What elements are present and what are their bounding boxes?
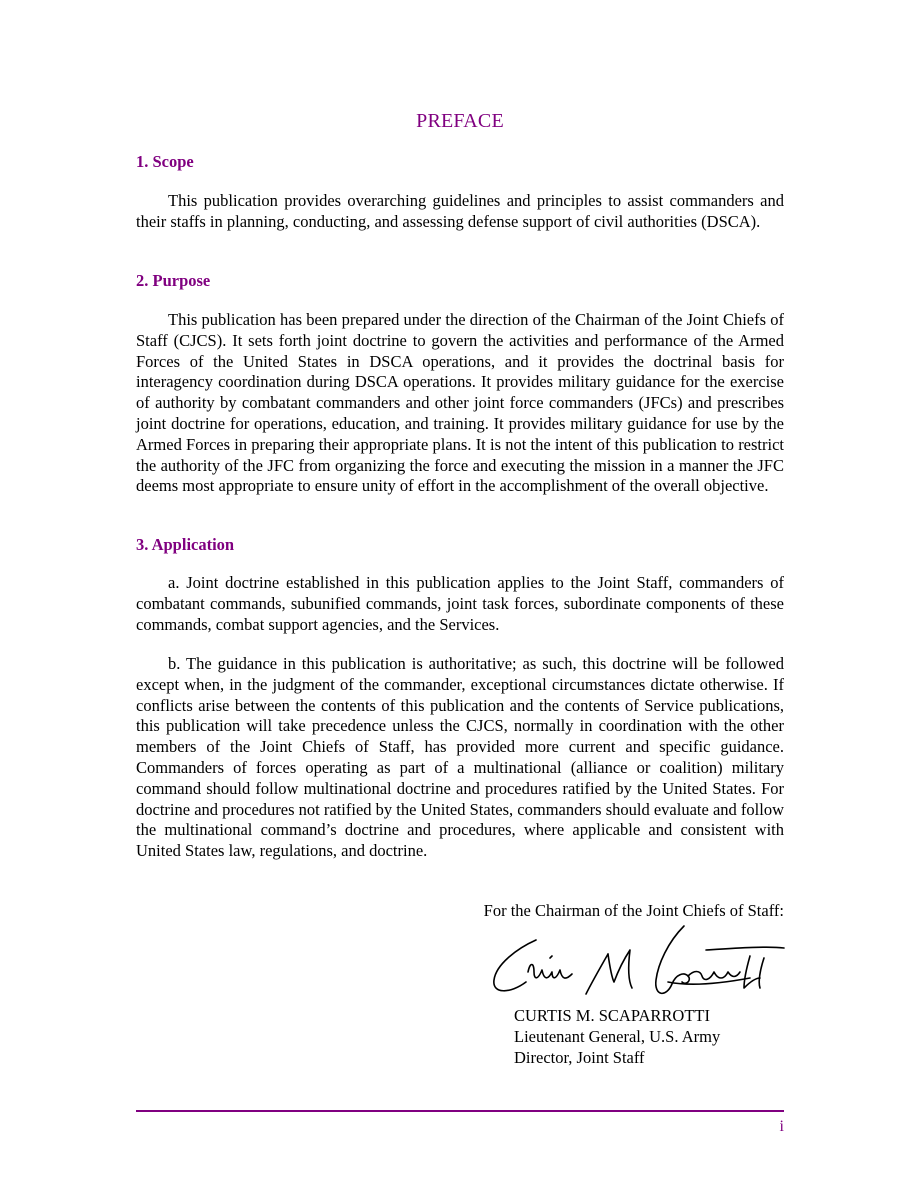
purpose-paragraph: This publication has been prepared under the direction of the Chairman of the Joint Chiefs of Staff (CJCS). It sets forth joint doctrine to govern the activities and performance of the Armed Forces of the United States in DSCA operations, and it provides the doctrinal basis for interagency coordination during DSCA operations. It provides military guidance for the exercise of authority by combatant commanders and other joint force commanders (JFCs) and prescribes joint doctrine for operations, education, and training. It provides military guidance for use by the Armed Forces in preparing their appropriate plans. It is not the intent of this publication to restrict the authority of the JFC from organizing the force and executing the mission in a manner the JFC deems most appropriate to ensure unity of effort in the accomplishment of the overall objective. [136,310,784,496]
section-heading-application: 3. Application [136,535,235,554]
application-paragraph-b: b. The guidance in this publication is authoritative; as such, this doctrine will be followed except when, in the judgment of the commander, exceptional circumstances dictate otherwise. If conflicts arise between the contents of this publication and the contents of Service publications, this publication will take precedence unless the CJCS, normally in coordination with the other members of the Joint Chiefs of Staff, has provided more current and specific guidance. Commanders of forces operating as part of a multinational (alliance or coalition) military command should follow multinational doctrine and procedures ratified by the United States. For doctrine and procedures not ratified by the United States, commanders should evaluate and follow the multinational command’s doctrine and procedures, where applicable and consistent with United States law, regulations, and doctrine. [136,654,784,861]
section-heading-scope: 1. Scope [136,152,194,171]
application-paragraph-a: a. Joint doctrine established in this publication applies to the Joint Staff, commanders of combatant commands, subunified commands, joint task forces, subordinate components of these commands, combat support agencies, and the Services. [136,573,784,634]
signature-block [514,1006,720,1068]
section-heading-purpose: 2. Purpose [136,271,211,290]
page-number: i [779,1118,784,1135]
signatory-name: CURTIS M. SCAPARROTTI [514,1006,710,1025]
signatory-rank: Lieutenant General, U.S. Army [514,1026,721,1046]
signatory-position: Director, Joint Staff [514,1047,645,1067]
scope-paragraph: This publication provides overarching guidelines and principles to assist commanders and their staffs in planning, conducting, and assessing defense support of civil authorities (DSCA). [136,191,784,231]
page-title: PREFACE [416,110,504,132]
closing-line: For the Chairman of the Joint Chiefs of Staff: [483,901,784,920]
handwritten-signature [488,922,786,1002]
footer-rule [136,1110,784,1112]
